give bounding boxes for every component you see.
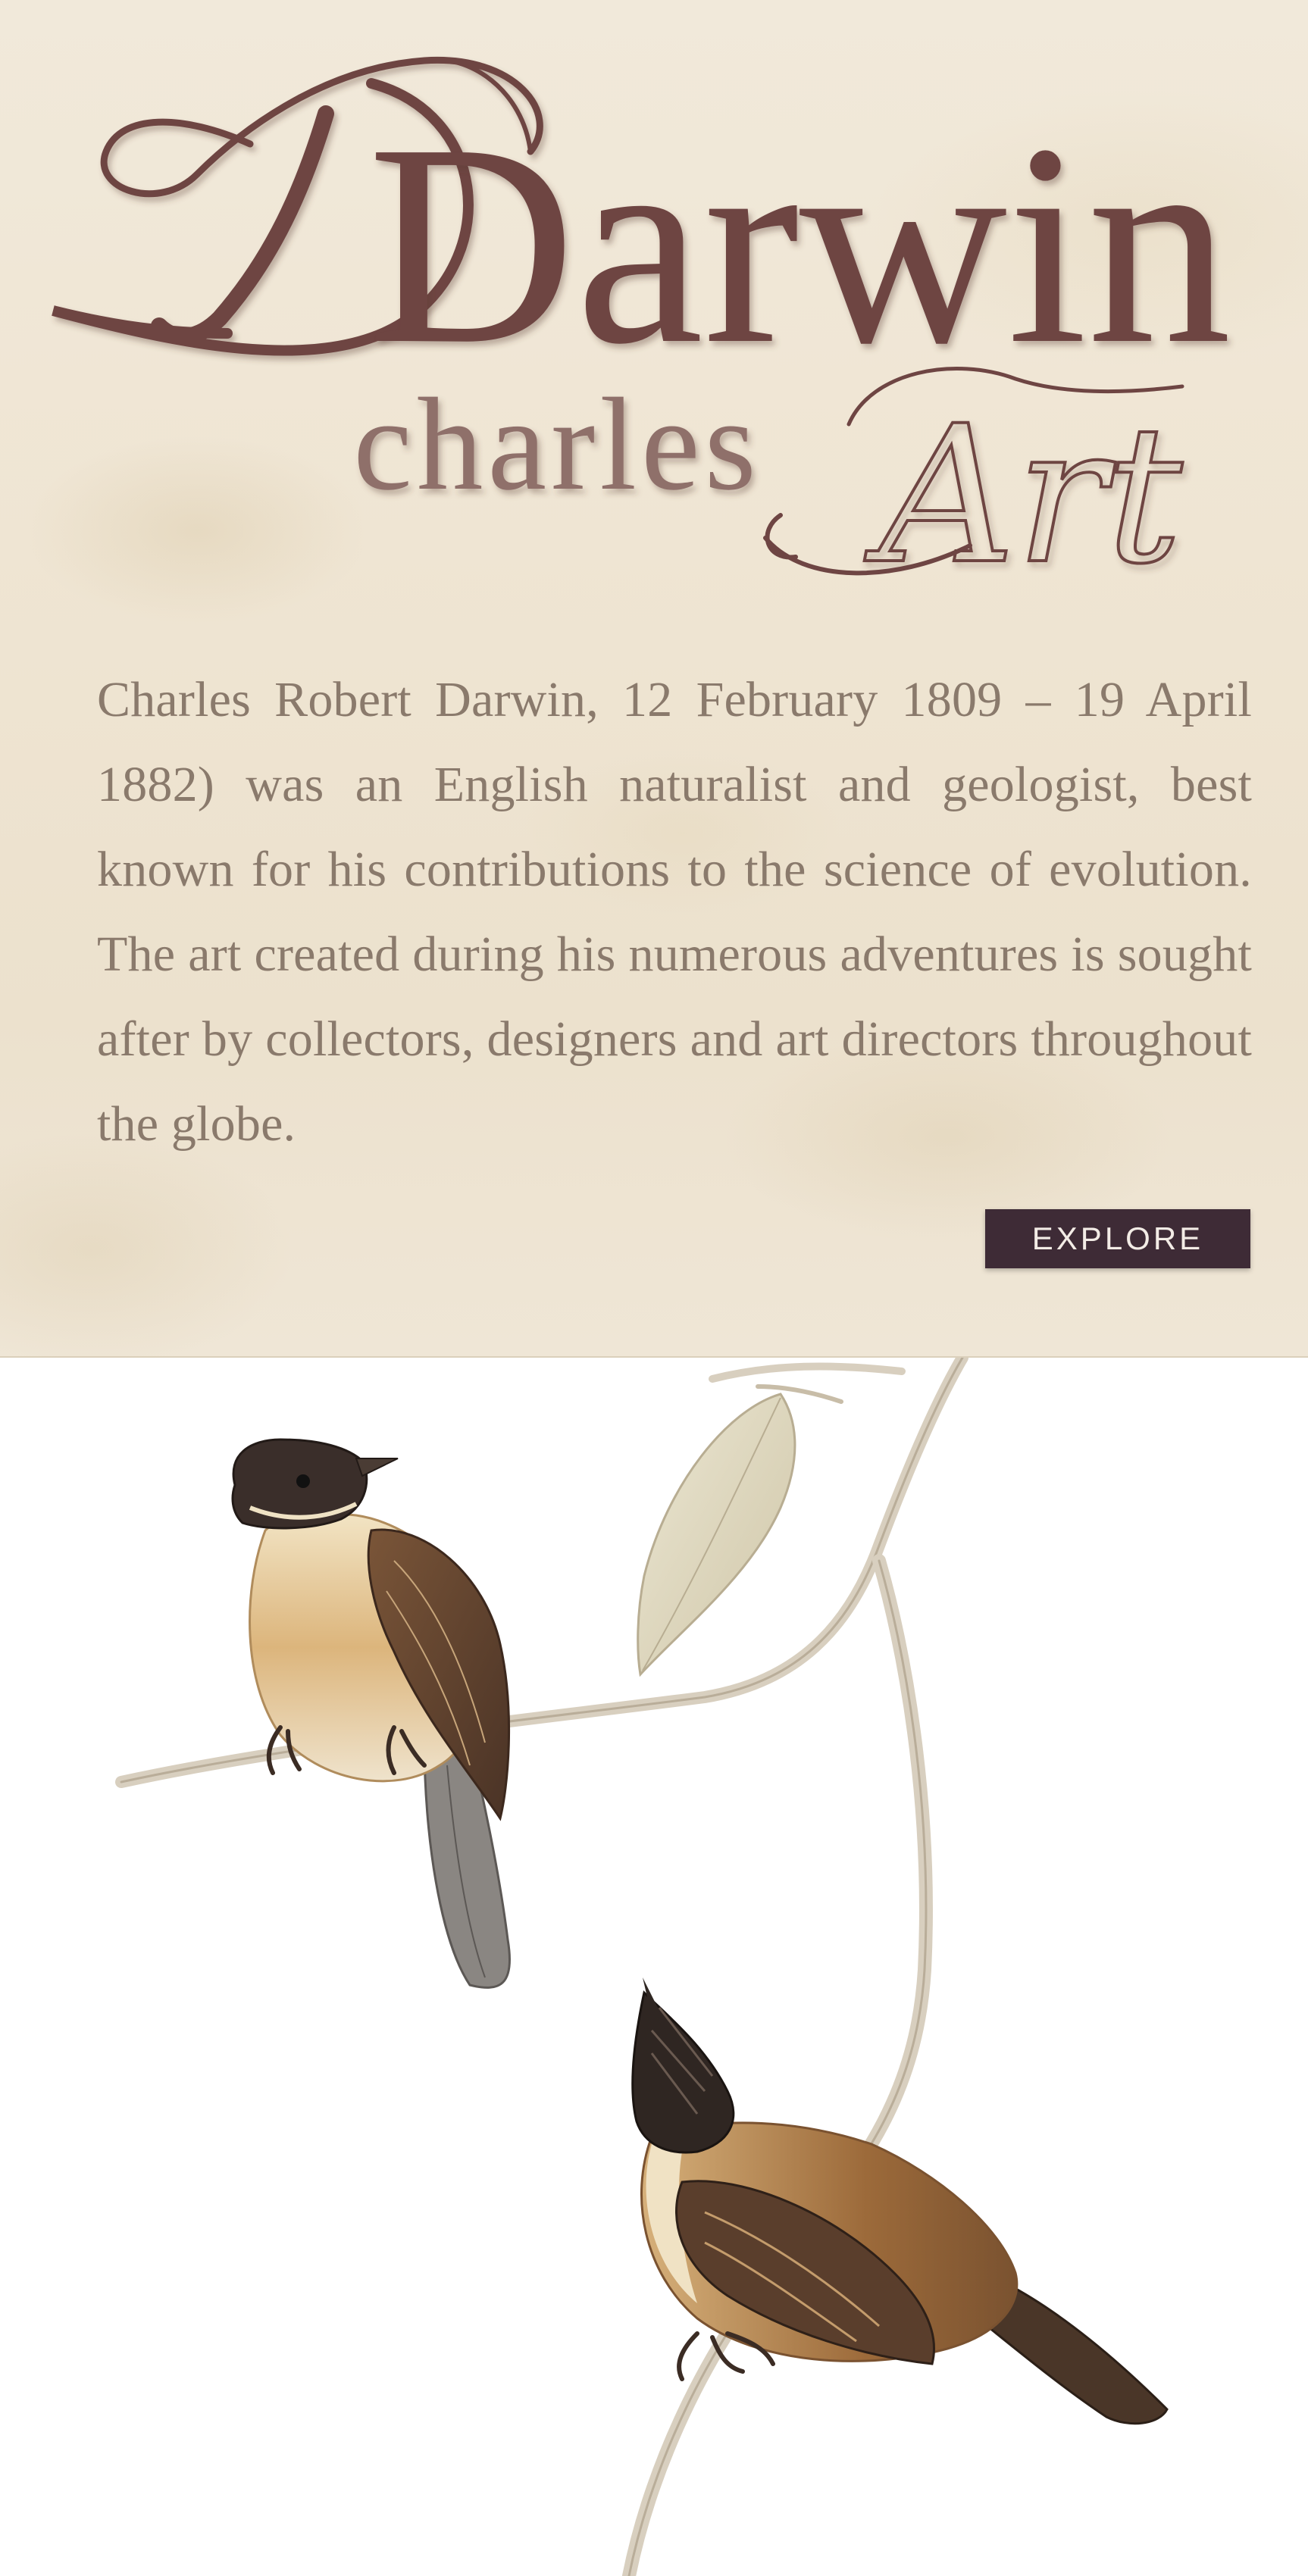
birds-on-branch-illustration: [0, 1358, 1308, 2576]
leaf: [638, 1394, 795, 1674]
logo-first-name: charles: [353, 370, 761, 517]
logo-script-text: Art: [878, 385, 1183, 605]
logo-main-text: Darwin: [368, 85, 1231, 404]
logo-graphic: [0, 0, 1308, 621]
artwork-section: [0, 1358, 1308, 2576]
intro-paragraph: Charles Robert Darwin, 12 February 1809 – 19 April 1882) was an English naturalist and geologist, best known for his contributions to the science of evolution. The art created during his numerous adventures is sought after by collectors, designers and art directors throughout the globe.: [97, 672, 1252, 1152]
explore-button[interactable]: EXPLORE: [985, 1209, 1250, 1268]
logo: [0, 0, 1308, 621]
branch: [121, 1358, 962, 2576]
bird-illustration-1: [233, 1440, 510, 1987]
